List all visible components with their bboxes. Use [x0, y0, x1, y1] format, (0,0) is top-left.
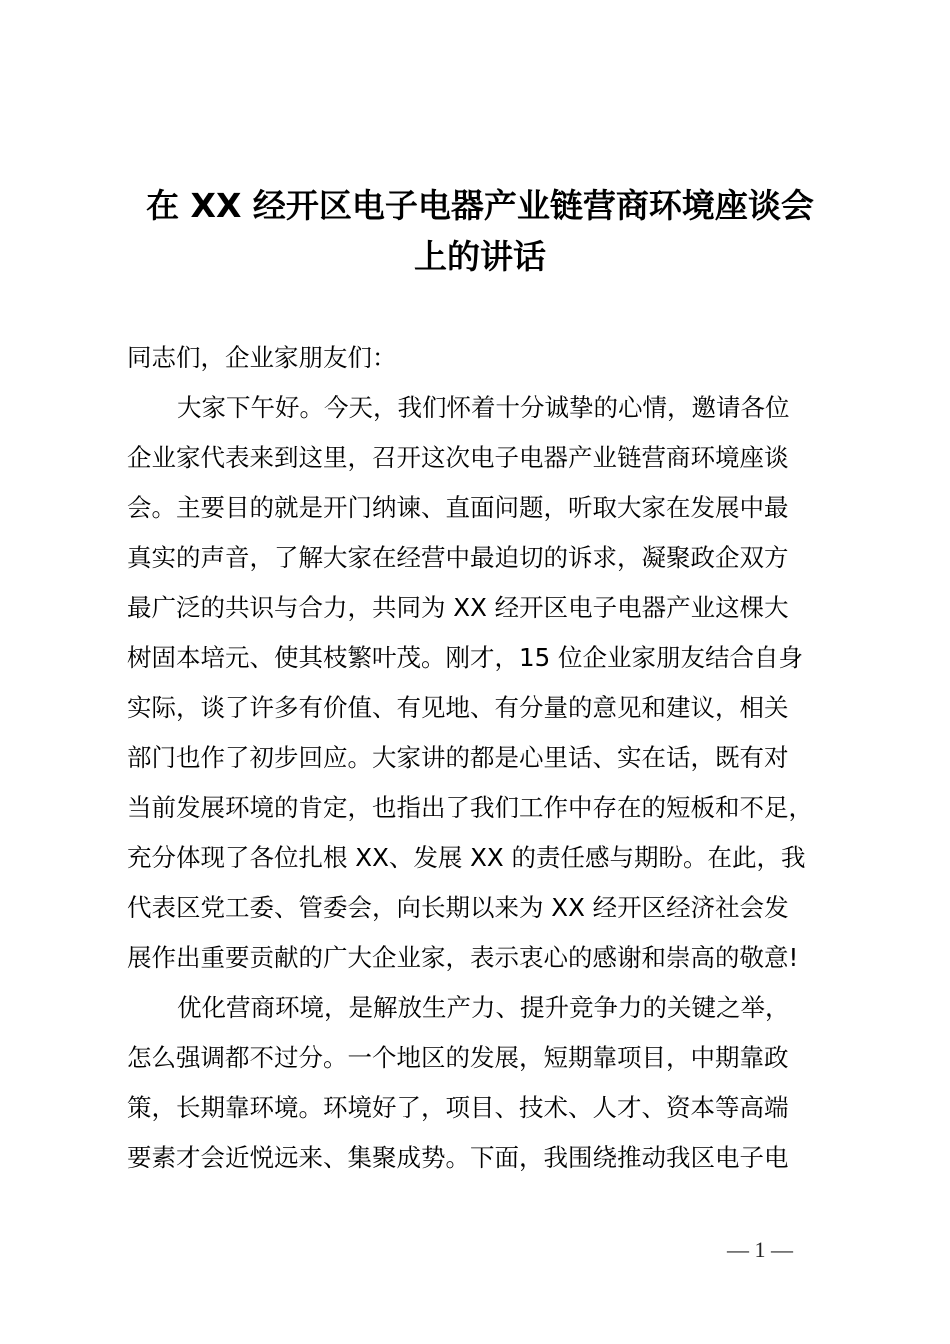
paragraph-line: 实际，谈了许多有价值、有见地、有分量的意见和建议，相关: [127, 693, 789, 722]
paragraph-line: 大家下午好。今天，我们怀着十分诚挚的心情，邀请各位: [177, 393, 790, 422]
paragraph-line: 要素才会近悦远来、集聚成势。下面，我围绕推动我区电子电: [127, 1143, 789, 1172]
paragraph-line: 最广泛的共识与合力，共同为 XX 经开区电子电器产业这棵大: [127, 593, 789, 622]
paragraph-line: 策，长期靠环境。环境好了，项目、技术、人才、资本等高端: [127, 1093, 789, 1122]
paragraph-line: 怎么强调都不过分。一个地区的发展，短期靠项目，中期靠政: [127, 1043, 789, 1072]
paragraph-line: 当前发展环境的肯定，也指出了我们工作中存在的短板和不足，: [127, 793, 813, 822]
paragraph-line: 部门也作了初步回应。大家讲的都是心里话、实在话，既有对: [127, 743, 789, 772]
paragraph-line: 代表区党工委、管委会，向长期以来为 XX 经开区经济社会发: [127, 893, 789, 922]
paragraph-line: 会。主要目的就是开门纳谏、直面问题，听取大家在发展中最: [127, 493, 789, 522]
document-title: [100, 180, 860, 282]
paragraph-line: 优化营商环境，是解放生产力、提升竞争力的关键之举，: [177, 993, 790, 1022]
paragraph-line: 企业家代表来到这里，召开这次电子电器产业链营商环境座谈: [127, 443, 789, 472]
paragraph-2: [127, 983, 867, 1183]
page-number: — 1 —: [727, 1237, 793, 1262]
title-line-2: 上的讲话: [414, 237, 546, 276]
paragraph-line: 展作出重要贡献的广大企业家，表示衷心的感谢和崇高的敬意!: [127, 943, 799, 972]
title-line-1: 在 XX 经开区电子电器产业链营商环境座谈会: [146, 186, 814, 225]
salutation: 同志们，企业家朋友们：: [127, 343, 397, 372]
paragraph-line: 树固本培元、使其枝繁叶茂。刚才，15 位企业家朋友结合自身: [127, 643, 803, 672]
paragraph-1: [127, 383, 867, 983]
paragraph-line: 真实的声音，了解大家在经营中最迫切的诉求，凝聚政企双方: [127, 543, 789, 572]
paragraph-line: 充分体现了各位扎根 XX、发展 XX 的责任感与期盼。在此，我: [127, 843, 806, 872]
document-body: [127, 333, 867, 1183]
